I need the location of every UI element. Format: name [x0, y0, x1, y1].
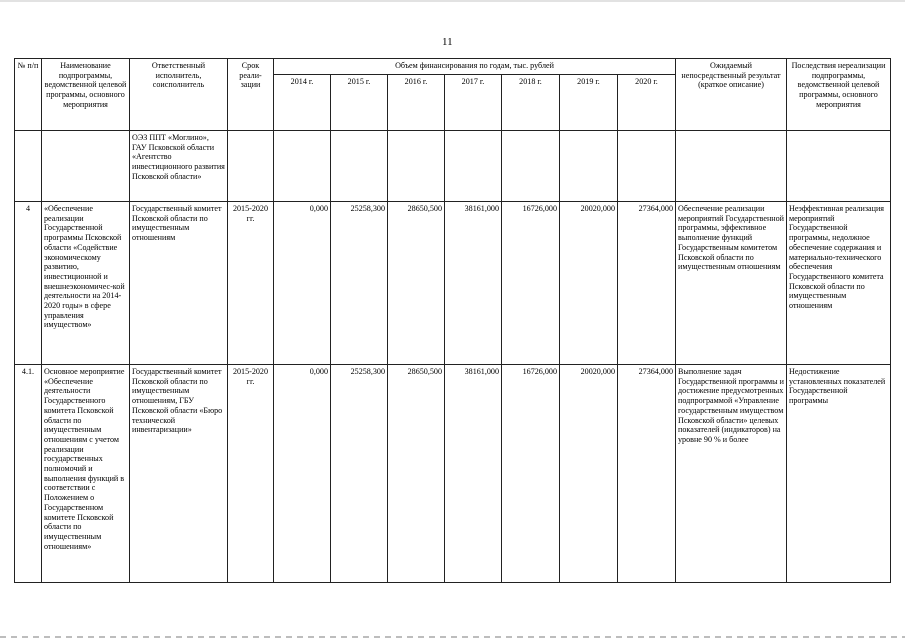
row-value: 38161,000 [445, 202, 502, 365]
year-header: 2019 г. [560, 75, 618, 131]
row-value: 27364,000 [618, 365, 676, 583]
row-value: 38161,000 [445, 365, 502, 583]
row-value: 16726,000 [502, 202, 560, 365]
row-term: 2015-2020 гг. [228, 202, 274, 365]
row-value [331, 131, 388, 202]
row-value: 20020,000 [560, 202, 618, 365]
funding-table [14, 58, 891, 583]
row-executor: Государственный комитет Псковской области по имущественным отношениям [130, 202, 228, 365]
header-term: Срок реали-зации [228, 59, 274, 131]
row-executor: Государственный комитет Псковской области по имущественным отношениям, ГБУ Псковской области «Бюро технической инвентаризации» [130, 365, 228, 583]
row-consequences: Недостижение установленных показателей Государственной программы [787, 365, 891, 583]
row-term: 2015-2020 гг. [228, 365, 274, 583]
row-consequences: Неэффективная реализация мероприятий Государственной программы, недолжное обеспечение содержания и материально-технического обеспечения Государственного комитета Псковской области по имущественным отношениям [787, 202, 891, 365]
row-value [618, 131, 676, 202]
row-executor: ОЭЗ ППТ «Моглино», ГАУ Псковской области «Агентство инвестиционного развития Псковской области» [130, 131, 228, 202]
row-value: 20020,000 [560, 365, 618, 583]
row-value: 0,000 [274, 202, 331, 365]
year-header: 2014 г. [274, 75, 331, 131]
row-num [15, 131, 42, 202]
row-term [228, 131, 274, 202]
row-result: Выполнение задач Государственной программы и достижение предусмотренных подпрограммой «Управление государственным имуществом Псковской области» целевых показателей (индикаторов) на уровне 90 % и более [676, 365, 787, 583]
year-header: 2015 г. [331, 75, 388, 131]
header-row [15, 59, 891, 75]
year-header: 2018 г. [502, 75, 560, 131]
row-value: 16726,000 [502, 365, 560, 583]
row-value: 27364,000 [618, 202, 676, 365]
header-name: Наименование подпрограммы, ведомственной целевой программы, основного мероприятия [42, 59, 130, 131]
table-row [15, 365, 891, 583]
row-num: 4.1. [15, 365, 42, 583]
header-executor: Ответственный исполнитель, соисполнитель [130, 59, 228, 131]
scan-edge-bottom [0, 636, 905, 638]
header-funding: Объем финансирования по годам, тыс. рублей [274, 59, 676, 75]
page-number: 11 [442, 36, 453, 48]
table-row [15, 202, 891, 365]
row-value [274, 131, 331, 202]
row-consequences [787, 131, 891, 202]
row-value: 28650,500 [388, 202, 445, 365]
row-name: Основное мероприятие «Обеспечение деятельности Государственного комитета Псковской области по имущественным отношениям с учетом реализации государственных полномочий и выполнения функций в соответствии с Положением о Государственном комитете Псковской области по имущественным отношениям» [42, 365, 130, 583]
row-value [445, 131, 502, 202]
year-header: 2017 г. [445, 75, 502, 131]
row-value [388, 131, 445, 202]
row-value: 0,000 [274, 365, 331, 583]
header-num: № п/п [15, 59, 42, 131]
row-name: «Обеспечение реализации Государственной программы Псковской области «Содействие экономическому развитию, инвестиционной и внешнеэкономичес-кой деятельности на 2014-2020 годы» в сфере управления имуществом» [42, 202, 130, 365]
row-value: 25258,300 [331, 202, 388, 365]
row-name [42, 131, 130, 202]
header-consequences: Последствия нереализации подпрограммы, ведомственной целевой программы, основного мероприятия [787, 59, 891, 131]
row-value [560, 131, 618, 202]
row-num: 4 [15, 202, 42, 365]
row-result [676, 131, 787, 202]
scan-edge-top [0, 0, 905, 2]
year-header: 2020 г. [618, 75, 676, 131]
row-value: 28650,500 [388, 365, 445, 583]
table-row [15, 131, 891, 202]
row-value: 25258,300 [331, 365, 388, 583]
row-value [502, 131, 560, 202]
year-header: 2016 г. [388, 75, 445, 131]
header-result: Ожидаемый непосредственный результат (краткое описание) [676, 59, 787, 131]
row-result: Обеспечение реализации мероприятий Государственной программы, эффективное выполнение функций Государственным комитетом Псковской области по имущественным отношениям [676, 202, 787, 365]
